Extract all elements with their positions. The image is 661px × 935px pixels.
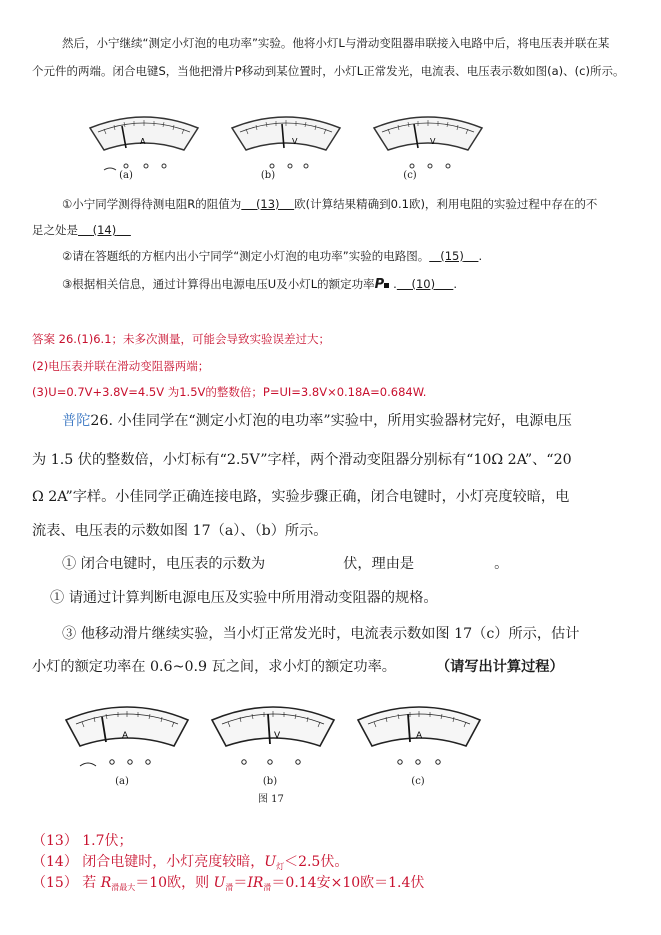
fig17-caption-c: (c): [411, 776, 425, 787]
solution-13: （13） 1.7伏；: [32, 833, 133, 849]
problem-q1-text-a: ① 闭合电键时，电压表的示数为: [62, 556, 266, 572]
solution-14-u: U: [264, 854, 277, 870]
solution-15-text-b: ＝10欧，则: [135, 875, 214, 891]
top-q1-text-a: ①小宁同学测得待测电阻R的阻值为: [62, 197, 242, 211]
top-q2-line: ②请在答题纸的方框内出小宁同学“测定小灯泡的电功率”实验的电路图。 (15) .: [62, 249, 483, 263]
top-q3-blank-label: (10): [411, 277, 436, 291]
district-label: 普陀: [62, 413, 91, 429]
top-q2-blank-label: (15): [440, 249, 464, 263]
solution-15-rsub: 滑最大: [111, 883, 136, 892]
ammeter-symbol-fig-a: A: [122, 731, 129, 741]
answer-line-2: (2)电压表并联在滑动变阻器两端；: [32, 359, 210, 373]
rated-subscript-mark: [384, 283, 389, 288]
voltmeter-symbol-b: V: [292, 137, 298, 146]
problem-line-1: [62, 410, 572, 430]
problem-q3-line-2: [32, 656, 564, 676]
top-q1-text-c: 足之处是: [32, 223, 78, 237]
voltmeter-symbol-c: V: [430, 137, 436, 146]
problem-q3-text-c: （请写出计算过程）: [435, 659, 564, 675]
top-q1-line: [62, 196, 597, 212]
top-q3-line: ③根据相关信息，通过计算得出电源电压U及小灯L的额定功率P . (10) .: [62, 277, 457, 292]
ammeter-symbol-a: A: [140, 137, 146, 146]
top-q1-blank: [241, 197, 294, 211]
solution-15-usub: 滑: [225, 883, 234, 892]
problem-q1-line: [62, 553, 508, 573]
problem-line-4: 流表、电压表的示数如图 17（a）、（b）所示。: [32, 523, 328, 539]
problem-q3-text-b: 小灯的额定功率在 0.6~0.9 瓦之间，求小灯的额定功率。: [32, 659, 396, 675]
problem-q1-text-b: 伏，理由是: [343, 556, 415, 572]
answer-line-1: 答案 26.(1)6.1；未多次测量，可能会导致实验误差过大；: [32, 332, 331, 346]
solution-14: [32, 851, 348, 871]
fig17-meter-a: [62, 700, 192, 780]
solution-15-u: U: [213, 875, 226, 891]
top-q3-blank: [397, 277, 454, 291]
solution-14-sub: 灯: [276, 862, 285, 871]
top-q1-text-b: 欧(计算结果精确到0.1欧)，利用电阻的实验过程中存在的不: [294, 197, 598, 211]
ammeter-symbol-fig-c: A: [416, 731, 423, 741]
solution-15-text-a: （15） 若: [32, 875, 101, 891]
top-line-1: 然后，小宁继续“测定小灯泡的电功率”实验。他将小灯L与滑动变阻器串联接入电路中后，将电压表并联在某: [62, 36, 610, 50]
top-q1-line-2: [32, 222, 131, 238]
solution-15-r: R: [100, 875, 112, 891]
top-caption-c: (c): [403, 170, 417, 181]
problem-text-1: 26. 小佳同学在“测定小灯泡的电功率”实验中，所用实验器材完好，电源电压: [90, 413, 572, 429]
top-line-2: 个元件的两端。闭合电键S，当他把滑片P移动到某位置时，小灯L正常发光，电流表、电压表示数如图(a)、(c)所示。: [32, 64, 625, 78]
solution-14-text-b: ＜2.5伏。: [284, 854, 349, 870]
problem-line-2: 为 1.5 伏的整数倍，小灯标有“2.5V”字样，两个滑动变阻器分别标有“10Ω 2A”、“20: [32, 452, 572, 468]
fig17-caption-b: (b): [262, 776, 278, 787]
solution-15-ir: IR: [247, 875, 264, 891]
solution-15-text-d: ＝0.14安×10欧＝1.4伏: [271, 875, 425, 891]
fig17-title: 图 17: [258, 794, 284, 805]
solution-14-text-a: （14） 闭合电键时，小灯亮度较暗，: [32, 854, 265, 870]
top-q3-p-symbol: P: [374, 277, 385, 292]
problem-q2-line: ① 请通过计算判断电源电压及实验中所用滑动变阻器的规格。: [50, 590, 438, 606]
top-q2-blank: [429, 249, 478, 263]
top-caption-a: (a): [119, 170, 133, 181]
solution-15: [32, 872, 424, 892]
top-q1-blank2-label: (14): [92, 223, 117, 237]
fig17-meter-c: [354, 700, 484, 780]
answer-line-3: (3)U=0.7V+3.8V=4.5V 为1.5V的整数倍；P=UI=3.8V×0.18A=0.684W.: [32, 385, 427, 399]
problem-line-3: Ω 2A”字样。小佳同学正确连接电路，实验步骤正确，闭合电键时，小灯亮度较暗，电: [32, 489, 570, 505]
voltmeter-symbol-fig-b: V: [274, 731, 281, 741]
top-q3-text: ③根据相关信息，通过计算得出电源电压U及小灯L的额定功率: [62, 277, 375, 291]
top-q2-text: ②请在答题纸的方框内出小宁同学“测定小灯泡的电功率”实验的电路图。: [62, 249, 430, 263]
top-caption-b: (b): [260, 170, 276, 181]
fig17-caption-a: (a): [115, 776, 129, 787]
solution-15-isub: 滑: [263, 883, 272, 892]
top-q1-blank-2: [78, 223, 131, 237]
fig17-meter-b: [208, 700, 338, 780]
solution-15-text-c: ＝: [233, 875, 248, 891]
problem-q3-line-1: ③ 他移动滑片继续实验，当小灯正常发光时，电流表示数如图 17（c）所示，估计: [62, 626, 580, 642]
top-q1-blank-label: (13): [255, 197, 280, 211]
problem-q1-text-c: 。: [494, 556, 509, 572]
